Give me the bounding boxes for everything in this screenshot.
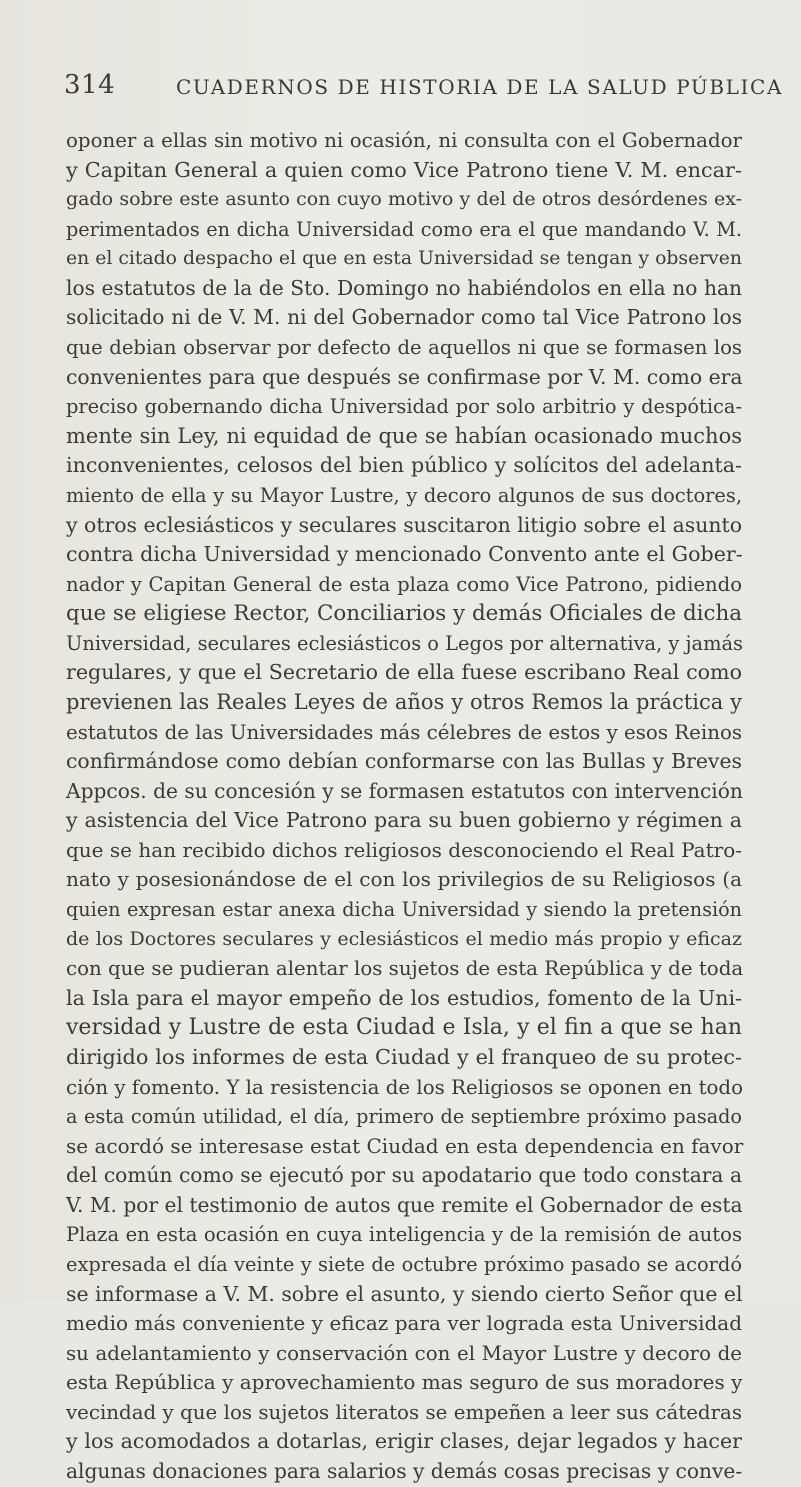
text-line: dirigido los informes de esta Ciudad y el franqueo de su protec- [66, 1044, 742, 1069]
text-line: y asistencia del Vice Patrono para su buen gobierno y régimen a [66, 808, 742, 833]
text-line: de los Doctores seculares y eclesiásticos el medio más propio y eficaz [66, 927, 742, 950]
text-line: que debian observar por defecto de aquellos ni que se formasen los [66, 336, 742, 360]
text-line: Plaza en esta ocasión en cuya inteligencia y de la remisión de autos [66, 1223, 742, 1247]
text-line: contra dicha Universidad y mencionado Convento ante el Gober- [66, 542, 743, 567]
body-text [66, 126, 742, 1487]
text-line: preciso gobernando dicha Universidad por solo arbitrio y despótica- [66, 395, 742, 419]
text-line: gado sobre este asunto con cuyo motivo y del de otros desórdenes ex- [66, 188, 742, 211]
text-line: regulares, y que el Secretario de ella fuese escribano Real como [66, 660, 742, 685]
text-line: nador y Capitan General de esta plaza como Vice Patrono, pidiendo [66, 572, 742, 596]
text-line: y Capitan General a quien como Vice Patrono tiene V. M. encar- [66, 157, 742, 182]
text-line: vecindad y que los sujetos literatos se empeñen a leer sus cátedras [66, 1400, 742, 1424]
text-line: su adelantamiento y conservación con el Mayor Lustre y decoro de [66, 1341, 742, 1365]
text-line: V. M. por el testimonio de autos que remite el Gobernador de esta [66, 1192, 743, 1217]
text-line: que se han recibido dichos religiosos desconociendo el Real Patro- [66, 837, 742, 862]
text-line: inconvenientes, celosos del bien público y solícitos del adelanta- [66, 453, 742, 478]
text-line: con que se pudieran alentar los sujetos de esta República y de toda [66, 957, 744, 981]
text-line: previenen las Reales Leyes de años y otros Remos la práctica y [66, 689, 742, 714]
text-line: mente sin Ley, ni equidad de que se habían ocasionado muchos [66, 423, 742, 448]
page-header [64, 70, 784, 110]
page-number: 314 [64, 70, 116, 100]
text-line: quien expresan estar anexa dicha Universidad y siendo la pretensión [66, 898, 742, 922]
text-line: que se eligiese Rector, Conciliarios y demás Oficiales de dicha [66, 601, 742, 627]
text-line: solicitado ni de V. M. ni del Gobernador como tal Vice Patrono los [66, 305, 742, 330]
text-line: del común como se ejecutó por su apodatario que todo constara a [66, 1163, 742, 1188]
text-line: nato y posesionándose de el con los privilegios de su Religiosos (a [66, 867, 742, 892]
text-line: se acordó se interesase estat Ciudad en esta dependencia en favor [66, 1133, 744, 1158]
text-line: la Isla para el mayor empeño de los estudios, fomento de la Uni- [66, 985, 742, 1010]
text-line: los estatutos de la de Sto. Domingo no habiéndolos en ella no han [66, 275, 742, 300]
text-line: perimentados en dicha Universidad como era el que mandando V. M. [66, 217, 742, 241]
text-line: confirmándose como debían conformarse con las Bullas y Breves [66, 749, 742, 774]
text-line: versidad y Lustre de esta Ciudad e Isla, y el fin a que se han [66, 1015, 742, 1041]
text-line: oponer a ellas sin motivo ni ocasión, ni consulta con el Gobernador [66, 129, 742, 152]
text-line: esta República y aprovechamiento mas seguro de sus moradores y [66, 1370, 743, 1395]
text-line: Appcos. de su concesión y se formasen estatutos con intervención [66, 778, 743, 803]
text-line: a esta común utilidad, el día, primero de septiembre próximo pasado [66, 1105, 742, 1129]
text-line: expresada el día veinte y siete de octubre próximo pasado se acordó [66, 1252, 742, 1276]
text-line: estatutos de las Universidades más célebres de estos y esos Reinos [66, 720, 742, 744]
text-line: convenientes para que después se confirmase por V. M. como era [66, 364, 743, 389]
text-line: y otros eclesiásticos y seculares suscitaron litigio sobre el asunto [66, 512, 742, 537]
text-line: miento de ella y su Mayor Lustre, y decoro algunos de sus doctores, [66, 483, 742, 507]
text-line: algunas donaciones para salarios y demás cosas precisas y conve- [66, 1459, 743, 1484]
text-line: en el citado despacho el que en esta Universidad se tengan y observen [66, 248, 742, 270]
text-line: Universidad, seculares eclesiásticos o Legos por alternativa, y jamás [66, 631, 743, 655]
running-head: CUADERNOS DE HISTORIA DE LA SALUD PÚBLICA [176, 75, 784, 99]
text-line: y los acomodados a dotarlas, erigir clases, dejar legados y hacer [66, 1429, 742, 1454]
text-line: ción y fomento. Y la resistencia de los Religiosos se oponen en todo [66, 1075, 744, 1099]
text-line: medio más conveniente y eficaz para ver lograda esta Universidad [66, 1311, 742, 1336]
text-line: se informase a V. M. sobre el asunto, y siendo cierto Señor que el [66, 1281, 743, 1306]
